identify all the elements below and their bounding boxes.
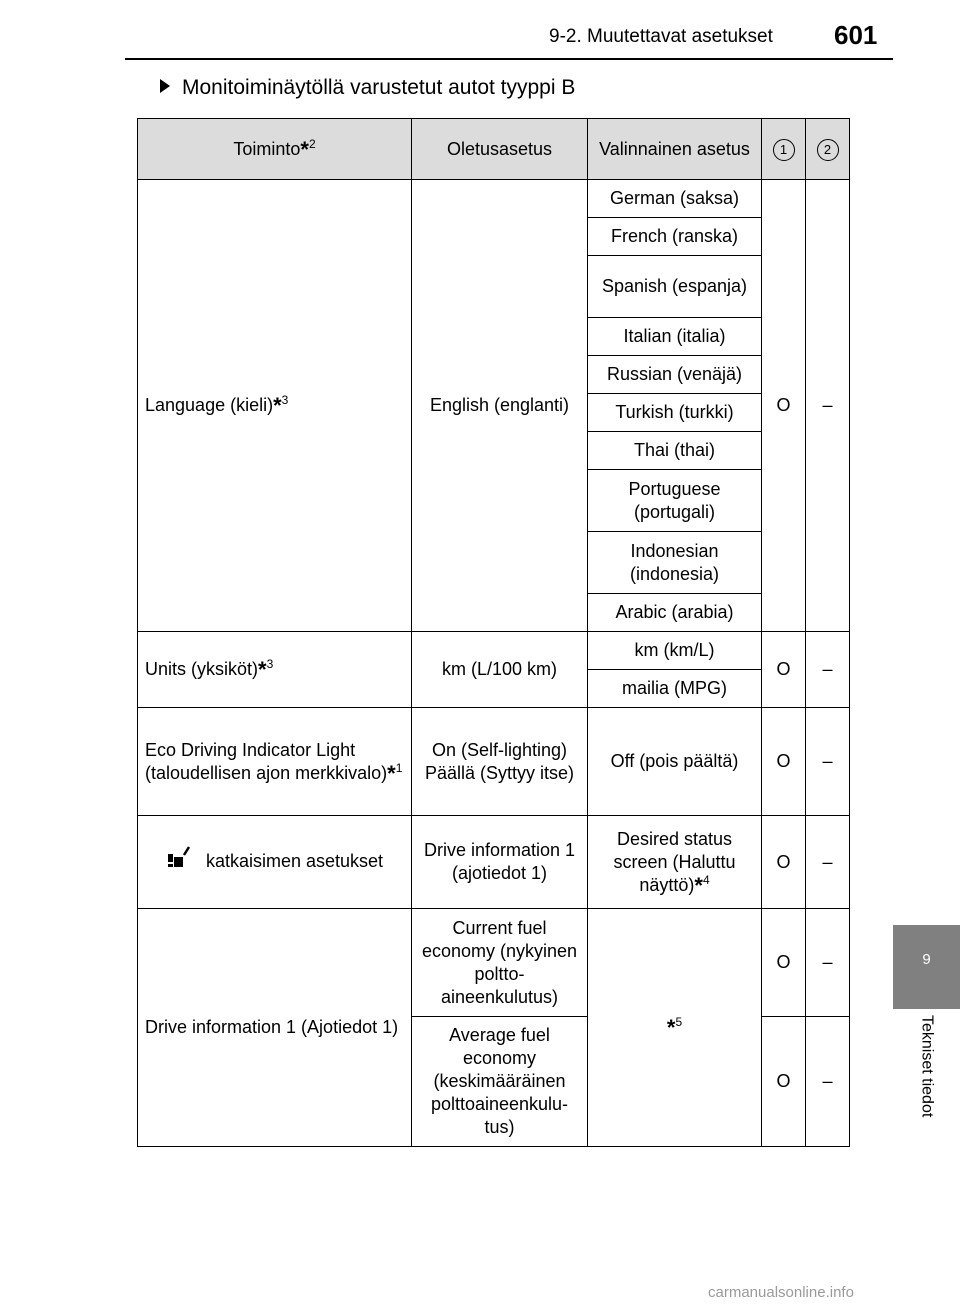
triangle-bullet-icon xyxy=(160,79,170,93)
drive-info-col1: O xyxy=(762,909,806,1017)
language-col2: – xyxy=(806,180,850,632)
language-option: Russian (venäjä) xyxy=(588,356,762,394)
switch-col2: – xyxy=(806,816,850,909)
asterisk-icon: * xyxy=(258,657,267,682)
drive-info-optional: *$^5$ xyxy=(588,909,762,1147)
header-rule xyxy=(125,58,893,60)
eco-function: Eco Driving Indicator Light (taloudellisen ajon merkkivalo)*$^1$ xyxy=(138,708,412,816)
header-optional: Valinnainen asetus xyxy=(588,119,762,180)
section-heading-text: Monitoiminäytöllä varustetut autot tyyppi B xyxy=(182,76,576,99)
chapter-tab: 9 xyxy=(893,925,960,1009)
drive-info-function: Drive information 1 (Ajotiedot 1) xyxy=(138,909,412,1147)
language-default: English (englanti) xyxy=(412,180,588,632)
eco-col2: – xyxy=(806,708,850,816)
language-option: Arabic (arabia) xyxy=(588,594,762,632)
asterisk-icon: * xyxy=(387,760,396,786)
language-option: Turkish (turkki) xyxy=(588,394,762,432)
switch-function xyxy=(138,816,412,909)
asterisk-icon: * xyxy=(300,136,309,162)
table-row xyxy=(138,180,850,218)
table-row xyxy=(138,909,850,1017)
asterisk-icon: * xyxy=(273,393,282,418)
header-col2 xyxy=(806,119,850,180)
drive-info-col2: – xyxy=(806,909,850,1017)
units-option: km (km/L) xyxy=(588,632,762,670)
section-heading xyxy=(160,76,575,100)
chapter-label xyxy=(893,1009,960,1149)
drive-info-col2: – xyxy=(806,1017,850,1147)
language-option: French (ranska) xyxy=(588,218,762,256)
eco-col1: O xyxy=(762,708,806,816)
circled-two-icon: 2 xyxy=(817,139,839,161)
table-row xyxy=(138,632,850,670)
switch-col1: O xyxy=(762,816,806,909)
language-option: Thai (thai) xyxy=(588,432,762,470)
language-option: Portuguese (portugali) xyxy=(588,470,762,532)
circled-one-icon: 1 xyxy=(773,139,795,161)
language-option: Spanish (espanja) xyxy=(588,256,762,318)
header-default: Oletusasetus xyxy=(412,119,588,180)
switch-option: Desired status screen (Haluttu näyttö)*$^4$ xyxy=(588,816,762,909)
language-function: Language (kieli)*$^3$ xyxy=(138,180,412,632)
units-option: mailia (MPG) xyxy=(588,670,762,708)
table-header-row xyxy=(138,119,850,180)
eco-default: On (Self-lighting) Päällä (Syttyy itse) xyxy=(412,708,588,816)
header-section-title: 9-2. Muutettavat asetukset xyxy=(549,26,773,47)
switch-function-text: katkaisimen asetukset xyxy=(205,850,384,871)
asterisk-icon: * xyxy=(666,1015,676,1040)
asterisk-icon: * xyxy=(694,872,703,898)
table-row xyxy=(138,816,850,909)
header-function: Toiminto*$^2$ xyxy=(138,119,412,180)
watermark: carmanualsonline.info xyxy=(708,1284,854,1301)
drive-info-default: Current fuel economy (nykyinen poltto-aineenkulutus) xyxy=(412,909,588,1017)
language-option: Italian (italia) xyxy=(588,318,762,356)
eco-option: Off (pois päältä) xyxy=(588,708,762,816)
settings-table xyxy=(137,118,850,1147)
language-col1: O xyxy=(762,180,806,632)
language-option: German (saksa) xyxy=(588,180,762,218)
units-col2: – xyxy=(806,632,850,708)
header-col1 xyxy=(762,119,806,180)
display-switch-icon xyxy=(166,845,192,879)
units-default: km (L/100 km) xyxy=(412,632,588,708)
language-option: Indonesian (indonesia) xyxy=(588,532,762,594)
units-function: Units (yksiköt)*$^3$ xyxy=(138,632,412,708)
drive-info-default: Average fuel economy (keskimääräinen polttoaineenkulu-tus) xyxy=(412,1017,588,1147)
units-col1: O xyxy=(762,632,806,708)
switch-default: Drive information 1 (ajotiedot 1) xyxy=(412,816,588,909)
table-row xyxy=(138,708,850,816)
drive-info-col1: O xyxy=(762,1017,806,1147)
page-number: 601 xyxy=(834,20,878,50)
chapter-label-text: Tekniset tiedot xyxy=(918,1015,936,1118)
